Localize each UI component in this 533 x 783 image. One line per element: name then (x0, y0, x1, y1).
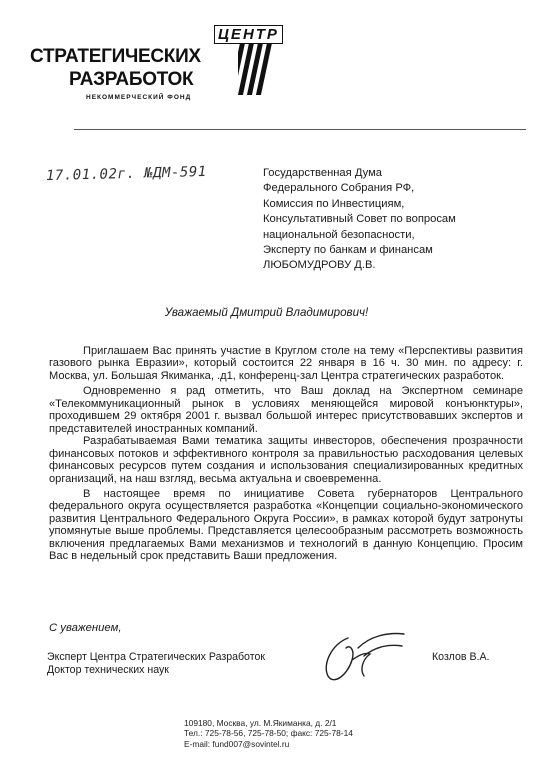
footer-address: 109180, Москва, ул. М.Якиманка, д. 2/1 (184, 718, 337, 728)
body-paragraph: Разрабатываемая Вами тематика защиты инвесторов, обеспечения прозрачности финансовых потоков и эффективного контроля за правильностью расходования целевых финансовых ресурсов путем создания и использования специализированных кредитных организаций, на наш взгляд, весьма актуальна и своевременна. (49, 435, 523, 485)
addressee-line: Государственная Дума (263, 167, 383, 179)
handwritten-signature (318, 626, 408, 688)
addressee-line: ЛЮБОМУДРОВУ Д.В. (263, 259, 376, 272)
signer-title-line: Доктор технических наук (47, 663, 169, 676)
logo-center-word: ЦЕНТР (214, 25, 283, 44)
body-paragraph: Одновременно я рад отметить, что Ваш доклад на Экспертном семинаре «Телекоммуникационный рынок в условиях меняющейся мировой конъюнктуры», проходившем 29 октября 2001 г. вызвал большой интерес присутствовавших экспертов и представителей иностранных компаний. (49, 385, 523, 435)
salutation: Уважаемый Дмитрий Владимирович! (164, 306, 369, 319)
logo-line-strategic: СТРАТЕГИЧЕСКИХ (30, 46, 201, 67)
logo-line-developments: РАЗРАБОТОК (69, 69, 194, 90)
letterhead-footer (184, 718, 353, 749)
footer-email: E-mail: fund007@sovintel.ru (184, 738, 290, 749)
closing-regards: С уважением, (49, 622, 122, 634)
signer-title (47, 651, 265, 676)
footer-phones: Тел.: 725-78-56, 725-78-50; факс: 725-78-14 (184, 728, 353, 739)
addressee-line: Комиссия по Инвестициям, (263, 197, 405, 210)
addressee-line: национальной безопасности, (263, 228, 415, 241)
header-divider (74, 129, 526, 130)
addressee-line: Федерального Собрания РФ, (263, 182, 415, 195)
signer-title-line: Эксперт Центра Стратегических Разработок (47, 651, 265, 663)
organization-logo (30, 25, 279, 107)
body-paragraph: В настоящее время по инициативе Совета губернаторов Центрального федерального округа осуществляется разработка «Концепции социально-экономического развития Центрального Федерального Округа России», в рамках которой будут затронуты упомянутые выше проблемы. Представляется целесообразным рассмотреть возможность включения предлагаемых Вами механизмов и технологий в данную Концепцию. Просим Вас в недельный срок представить Ваши предложения. (49, 487, 523, 563)
handwritten-reference-number: 17.01.02г. №ДМ-591 (45, 163, 207, 185)
addressee-line: Эксперту по банкам и финансам (263, 244, 433, 257)
logo-subtitle: НЕКОММЕРЧЕСКИЙ ФОНД (86, 94, 192, 101)
letter-body (49, 345, 523, 563)
body-paragraph: Приглашаем Вас принять участие в Круглом столе на тему «Перспективы развития газового рынка Евразии», который состоится 22 января в 16 ч. 30 мин. по адресу: г. Москва, ул. Большая Якиманка, .д1, конференц-зал Центра стратегических разработок. (49, 345, 523, 382)
addressee-line: Консультативный Совет по вопросам (263, 213, 456, 226)
signer-name: Козлов В.А. (432, 651, 490, 663)
logo-stripes-graphic (238, 43, 278, 95)
addressee-block (263, 166, 525, 274)
